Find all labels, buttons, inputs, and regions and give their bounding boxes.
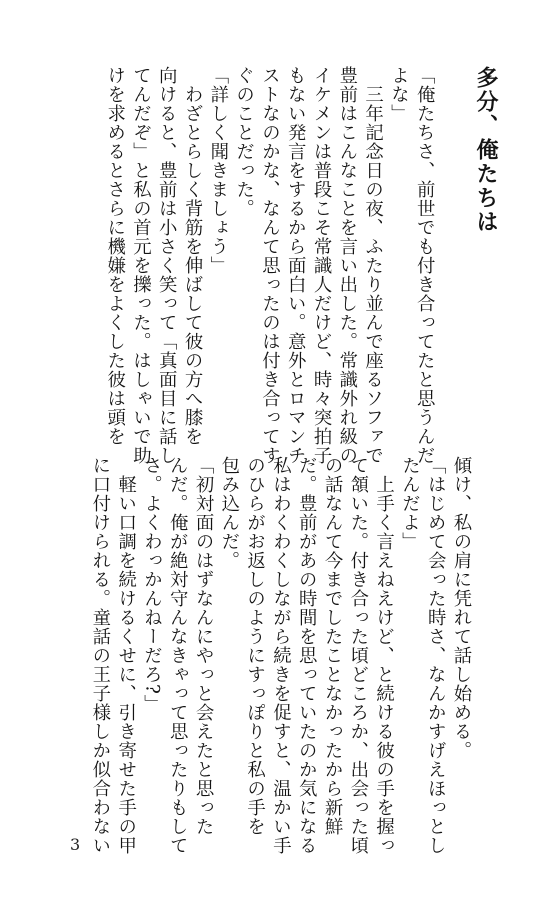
text-line: わざとらしく背筋を伸ばして彼の方へ膝を (182, 66, 204, 446)
text-line: ぐのことだった。 (233, 66, 255, 218)
text-line: ストなのかな、なんて思ったのは付き合ってす (259, 66, 281, 465)
text-line: よな」 (388, 66, 410, 123)
text-line: 「初対面のはずなんにやっと会えたと思った (193, 456, 215, 836)
text-line: イケメンは普段こそ常識人だけど、時々突拍子 (311, 66, 333, 465)
text-line: に口付けられる。童話の王子様しか似合わない (89, 456, 111, 855)
text-line: 豊前はこんなことを言い出した。常識外れ級の (336, 66, 358, 465)
text-line: 三年記念日の夜、ふたり並んで座るソファで (362, 66, 384, 465)
text-line: 「はじめて会った時さ、なんかすげえほっとし (425, 456, 447, 855)
text-line: けを求めるとさらに機嫌をよくした彼は頭を (104, 66, 126, 446)
text-line: 包み込んだ。 (218, 456, 240, 570)
text-line: て頷いた。付き合った頃どころか、出会った頃 (347, 456, 369, 855)
page-number: 3 (70, 835, 81, 854)
text-line: 私はわくわくしながら続きを促すと、温かい手 (270, 456, 292, 855)
text-line: んだ。俺が絶対守んなきゃって思ったりもして (167, 456, 189, 855)
text-line: 「詳しく聞きましょう」 (207, 66, 229, 275)
text-line: てんだぞ」と私の首元を擽った。はしゃいで助 (130, 66, 152, 465)
text-line: さ。よくわっかんねーだろ?」 (141, 456, 163, 714)
text-line: のひらがお返しのようにすっぽりと私の手を (244, 456, 266, 836)
text-line: 軽い口調を続けるくせに、引き寄せた手の甲 (115, 456, 137, 855)
bottom-text-block (87, 456, 474, 855)
text-line: 傾け、私の肩に凭れて話し始める。 (451, 456, 472, 760)
text-line: 「俺たちさ、前世でも付き合ってたと思うんだ (414, 66, 436, 465)
text-line: もない発言をするから面白い。意外とロマンチ (285, 66, 307, 465)
text-line: 上手く言えねえけど、と続ける彼の手を握っ (373, 456, 395, 855)
top-text-block (102, 66, 498, 465)
text-line: だ。豊前があの時間を思っていたのか気になる (296, 456, 318, 855)
text-line: 向けると、豊前は小さく笑って「真面目に話し (156, 66, 178, 465)
chapter-title: 多分、俺たちは (473, 66, 498, 234)
text-line: たんだよ」 (399, 456, 421, 551)
text-line: の話なんて今までしたことなかったから新鮮 (322, 456, 344, 836)
